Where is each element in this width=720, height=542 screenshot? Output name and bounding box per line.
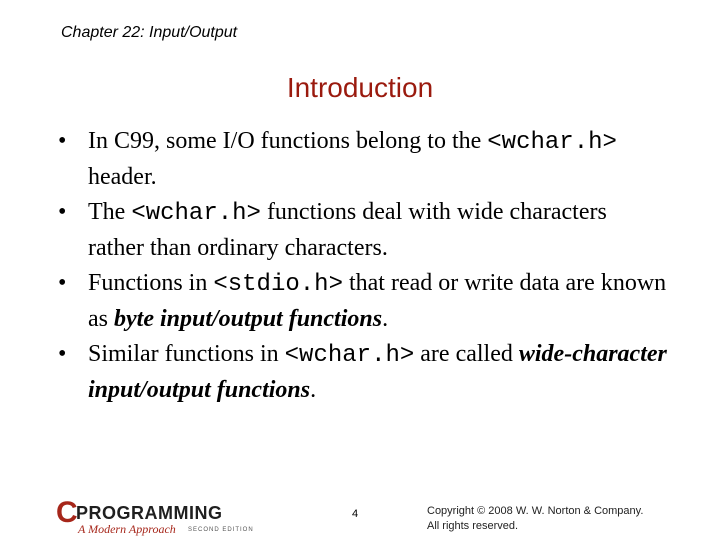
code-text: <wchar.h> xyxy=(131,200,261,227)
bullet-text: The <wchar.h> functions deal with wide characters rather than ordinary characters. xyxy=(88,199,607,261)
logo-wordmark: PROGRAMMING xyxy=(76,503,223,523)
logo-letter: C xyxy=(56,496,78,529)
logo-edition: SECOND EDITION xyxy=(188,527,254,533)
rights-line: All rights reserved. xyxy=(427,520,519,532)
bullet-marker: • xyxy=(58,199,67,225)
emphasized-term: byte input/output functions xyxy=(114,306,383,332)
bullet-text: Similar functions in <wchar.h> are called wide-character input/output functions. xyxy=(88,341,667,403)
slide-title-text: Introduction xyxy=(286,72,434,103)
code-text: <stdio.h> xyxy=(213,271,343,298)
code-text: <wchar.h> xyxy=(284,342,415,369)
bullet-marker: • xyxy=(58,270,67,296)
bullet-text: In C99, some I/O functions belong to the <wchar.h> header. xyxy=(88,128,617,190)
logo-subtitle: A Modern Approach xyxy=(78,522,176,536)
chapter-header: Chapter 22: Input/Output xyxy=(61,24,238,41)
bullet-item xyxy=(58,266,668,337)
book-logo xyxy=(56,498,268,542)
bullet-item xyxy=(58,124,668,195)
emphasized-term: wide-character input/output functions xyxy=(88,341,667,403)
copyright-line: Copyright © 2008 W. W. Norton & Company. xyxy=(427,505,644,517)
slide-title xyxy=(0,71,720,105)
bullet-text: Functions in <stdio.h> that read or write data are known as byte input/output functions. xyxy=(88,270,667,332)
copyright-notice xyxy=(427,504,643,534)
bullet-marker: • xyxy=(58,341,67,367)
bullet-item xyxy=(58,195,668,266)
code-text: <wchar.h> xyxy=(487,129,617,156)
bullet-list xyxy=(58,124,668,408)
bullet-marker: • xyxy=(58,128,67,154)
bullet-item xyxy=(58,337,668,408)
page-number: 4 xyxy=(352,508,359,520)
